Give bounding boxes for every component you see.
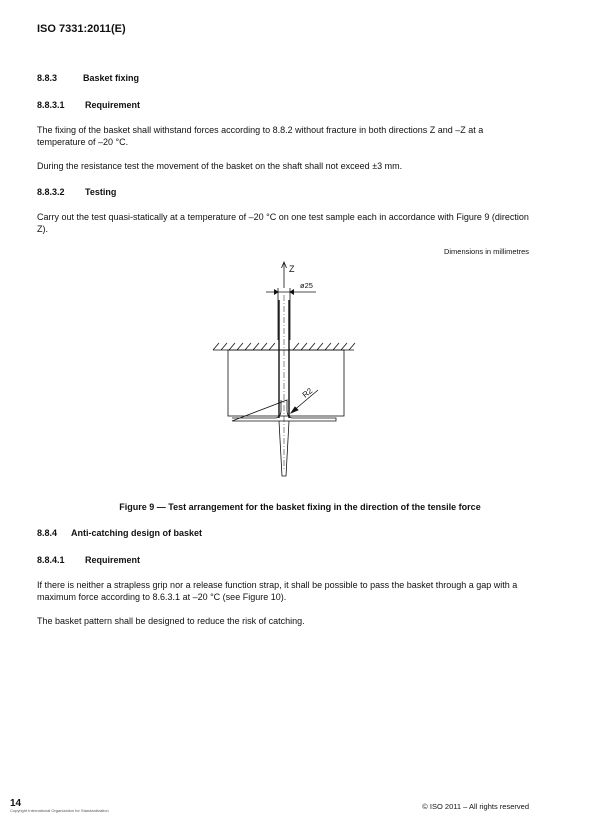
section-number: 8.8.3.1 xyxy=(37,100,65,110)
section-8-8-4-heading xyxy=(37,528,202,538)
section-title: Basket fixing xyxy=(83,73,140,83)
dimension-arrow-left xyxy=(274,290,278,295)
footer-left xyxy=(10,799,109,816)
section-title: Requirement xyxy=(85,100,141,110)
section-number: 8.8.4 xyxy=(37,528,58,538)
section-title: Requirement xyxy=(85,555,141,565)
section-title: Anti-catching design of basket xyxy=(71,528,203,538)
figure-caption: Figure 9 — Test arrangement for the basket fixing in the direction of the tensile force xyxy=(119,502,481,512)
section-8-8-4-1-heading xyxy=(37,555,140,565)
paragraph-testing: Carry out the test quasi-statically at a temperature of –20 °C on one test sample each in accordance with Figure 9 (direction Z). xyxy=(37,212,529,234)
paragraph-anti-catching-requirement: If there is neither a strapless grip nor a release function strap, it shall be possible to pass the basket through a gap with a maximum force according to 8.6.3.1 at –20 °C (see Figure 10). xyxy=(37,580,518,602)
section-number: 8.8.3 xyxy=(37,73,58,83)
section-number: 8.8.3.2 xyxy=(37,187,65,197)
section-number: 8.8.4.1 xyxy=(37,555,65,565)
copyright-notice: © ISO 2011 – All rights reserved xyxy=(422,802,529,811)
document-id: ISO 7331:2011(E) xyxy=(37,23,126,35)
page-number: 14 xyxy=(10,798,22,809)
dimensions-note: Dimensions in millimetres xyxy=(443,247,529,256)
paragraph-movement-limit: During the resistance test the movement of the basket on the shaft shall not exceed ±3 mm. xyxy=(37,161,403,171)
fixture-block xyxy=(228,350,344,416)
radius-label: R2 xyxy=(300,386,315,400)
diameter-label: ø25 xyxy=(300,281,313,290)
copyright-small: Copyright International Organization for Standardization xyxy=(10,808,109,813)
paragraph-fixing-requirement: The fixing of the basket shall withstand forces according to 8.8.2 without fracture in both directions Z and –Z at a temperature of –20 °C. xyxy=(37,125,484,147)
dimension-arrow-right xyxy=(290,290,294,295)
z-label: Z xyxy=(289,264,295,274)
paragraph-basket-pattern: The basket pattern shall be designed to reduce the risk of catching. xyxy=(37,616,305,626)
section-title: Testing xyxy=(85,187,117,197)
